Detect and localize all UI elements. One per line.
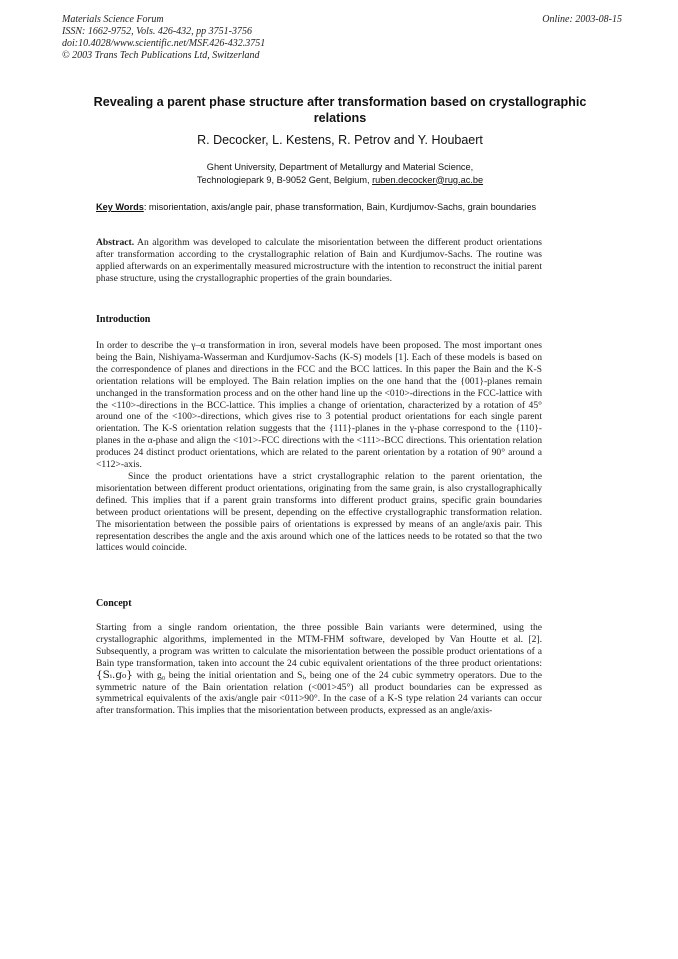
abstract-label: Abstract. bbox=[96, 237, 135, 248]
introduction-heading: Introduction bbox=[96, 314, 151, 325]
affiliation bbox=[90, 161, 590, 186]
concept-heading: Concept bbox=[96, 598, 132, 609]
email-link[interactable]: ruben.decocker@rug.ac.be bbox=[372, 174, 484, 185]
online-date: Online: 2003-08-15 bbox=[542, 14, 622, 25]
keywords bbox=[96, 202, 542, 214]
concept-text-1: Starting from a single random orientation, the three possible Bain variants were determined, using the crystallographic algorithms, implemented in the MTM-FHM software, developed by Van Houtte et al. [2]. Subsequently, a program was written to calculate the misorientation between the possible product orientations of a Bain type transformation, taken into account the 24 cubic equivalent orientations of the three product orientations: bbox=[96, 622, 542, 669]
paper-title: Revealing a parent phase structure after transformation based on crystallographic relations bbox=[93, 95, 587, 125]
introduction-paragraph-1: In order to describe the γ–α transformation in iron, several models have been proposed. The most important ones being the Bain, Nishiyama-Wasserman and Kurdjumov-Sachs (K-S) models [1]. Each of these models is based on the correspondence of planes and directions in the FCC and the BCC lattices. In this paper the Bain and the K-S orientation relations will be employed. The Bain relation implies on the one hand that the {001}-planes remain unchanged in the transformation process and on the other hand line up the <010>-directions in the FCC-lattice with the <110>-directions in the BCC-lattice. This implies a change of orientation, characterized by a rotation of 45° around one of the <100>-directions, which gives rise to 3 potential product orientations for each single parent orientation. The K-S orientation relation suggests that the {111}-planes in the γ-phase correspond to the {110}-planes in the α-phase and align the <101>-FCC directions with the <111>-BCC directions. This orientation relation produces 24 distinct product orientations, which are related to the parent orientation by a rotation of 90° around a <112>-axis. bbox=[96, 340, 542, 471]
affiliation-line-1: Ghent University, Department of Metallurgy and Material Science, bbox=[206, 162, 474, 172]
affiliation-line-2 bbox=[90, 174, 590, 187]
doi-line: doi:10.4028/www.scientific.net/MSF.426-432.3751 bbox=[62, 38, 266, 49]
abstract-text: An algorithm was developed to calculate the misorientation between the different product orientations after transformation according to the crystallographic relation of Bain and Kurdjumov-Sachs. The routine was applied afterwards on an experimentally measured microstructure with the intention to reconstruct the initial parent phase structure, using the crystallographic properties of the grain boundaries. bbox=[96, 237, 542, 284]
introduction-paragraph-2: Since the product orientations have a strict crystallographic relation to the parent orientation, the misorientation between different product orientations, originating from the same grain, is also crystallographically defined. This implies that if a parent grain transforms into different product grains, specific grain boundaries between product orientations will be present, depending on the effective crystallographic transformation relation. The misorientation between the possible pairs of orientations is expressed by means of an angle/axis pair. This representation describes the angle and the axis around which one of the lattices needs to be rotated so that the two lattices would coincide. bbox=[96, 470, 542, 554]
abstract bbox=[96, 237, 542, 285]
copyright-line: © 2003 Trans Tech Publications Ltd, Switzerland bbox=[62, 50, 260, 61]
issn-line: ISSN: 1662-9752, Vols. 426-432, pp 3751-3756 bbox=[62, 26, 252, 37]
keywords-label: Key Words bbox=[96, 202, 144, 212]
page-header bbox=[62, 14, 622, 62]
concept-paragraph bbox=[96, 622, 542, 717]
keywords-text: : misorientation, axis/angle pair, phase transformation, Bain, Kurdjumov-Sachs, grain boundaries bbox=[143, 202, 537, 212]
concept-text-2: with g₀ being the initial orientation and Sᵢ, being one of the 24 cubic symmetry operators. Due to the symmetric nature of the Bain orientation relation (<001>45°) all product boundaries can be expressed as symmetrical equivalents of the axis/angle pair <011>90°. In the case of a K-S type relation 24 variants can occur after transformation. This implies that the misorientation between products, expressed as an angle/axis- bbox=[96, 669, 542, 717]
concept-body bbox=[96, 622, 542, 717]
symmetry-formula: {Sᵢ.g₀} bbox=[96, 668, 133, 681]
paper-authors: R. Decocker, L. Kestens, R. Petrov and Y. Houbaert bbox=[197, 133, 483, 147]
introduction-body bbox=[96, 340, 542, 554]
journal-name: Materials Science Forum bbox=[62, 14, 164, 25]
affiliation-address: Technologiepark 9, B-9052 Gent, Belgium, bbox=[196, 174, 373, 185]
